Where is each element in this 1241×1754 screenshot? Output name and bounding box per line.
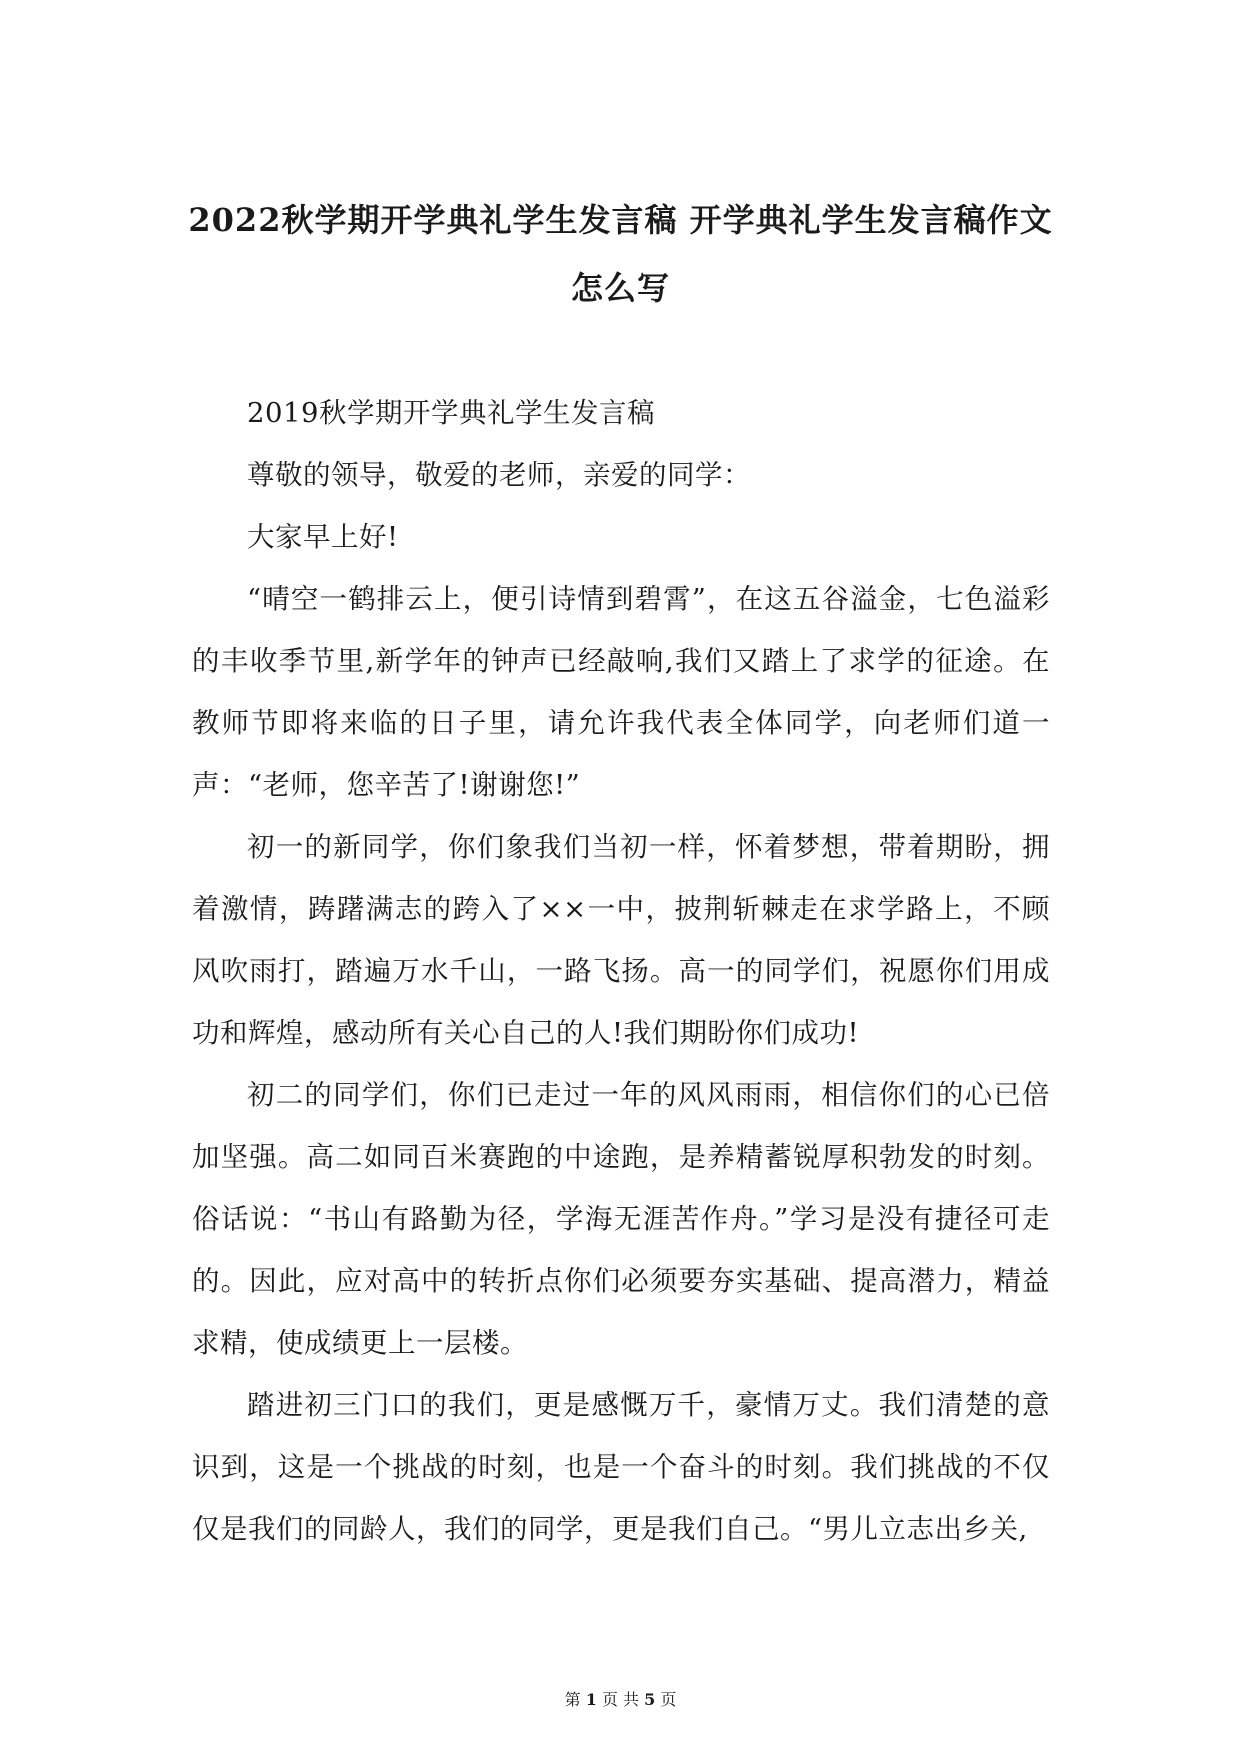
paragraph-grade-three: 踏进初三门口的我们，更是感慨万千，豪情万丈。我们清楚的意识到，这是一个挑战的时刻，也是一个奋斗的时刻。我们挑战的不仅仅是我们的同龄人，我们的同学，更是我们自己。“男儿立志出乡关, — [192, 1389, 1050, 1545]
document-body — [192, 382, 1050, 1560]
document-title — [180, 186, 1061, 322]
paragraph-greeting: 大家早上好! — [247, 521, 399, 553]
footer-total-pages: 5 — [644, 1690, 656, 1709]
paragraph-grade-two: 初二的同学们，你们已走过一年的风风雨雨，相信你们的心已倍加坚强。高二如同百米赛跑的中途跑，是养精蓄锐厚积勃发的时刻。俗话说：“书山有路勤为径，学海无涯苦作舟。”学习是没有捷径可走的。因此，应对高中的转折点你们必须要夯实基础、提高潜力，精益求精，使成绩更上一层楼。 — [192, 1079, 1050, 1359]
paragraph-grade-one: 初一的新同学，你们象我们当初一样，怀着梦想，带着期盼，拥着激情，踌躇满志的跨入了××一中，披荆斩棘走在求学路上，不顾风吹雨打，踏遍万水千山，一路飞扬。高一的同学们，祝愿你们用成功和辉煌，感动所有关心自己的人!我们期盼你们成功! — [192, 831, 1050, 1049]
footer-current-page: 1 — [585, 1690, 597, 1709]
page-footer — [0, 1690, 1241, 1710]
footer-middle: 页 共 — [601, 1690, 640, 1709]
footer-prefix: 第 — [564, 1690, 581, 1709]
paragraph-opening: “晴空一鹤排云上，便引诗情到碧霄”，在这五谷溢金，七色溢彩的丰收季节里,新学年的钟声已经敲响,我们又踏上了求学的征途。在教师节即将来临的日子里，请允许我代表全体同学，向老师们道一声：“老师，您辛苦了!谢谢您!” — [192, 583, 1050, 801]
footer-suffix: 页 — [660, 1690, 677, 1709]
document-title-line-2: 怎么写 — [570, 269, 670, 307]
paragraph-salutation: 尊敬的领导，敬爱的老师，亲爱的同学： — [247, 459, 751, 491]
document-title-line-1: 2022秋学期开学典礼学生发言稿 开学典礼学生发言稿作文 — [188, 201, 1053, 239]
paragraph-subtitle: 2019秋学期开学典礼学生发言稿 — [247, 397, 655, 429]
